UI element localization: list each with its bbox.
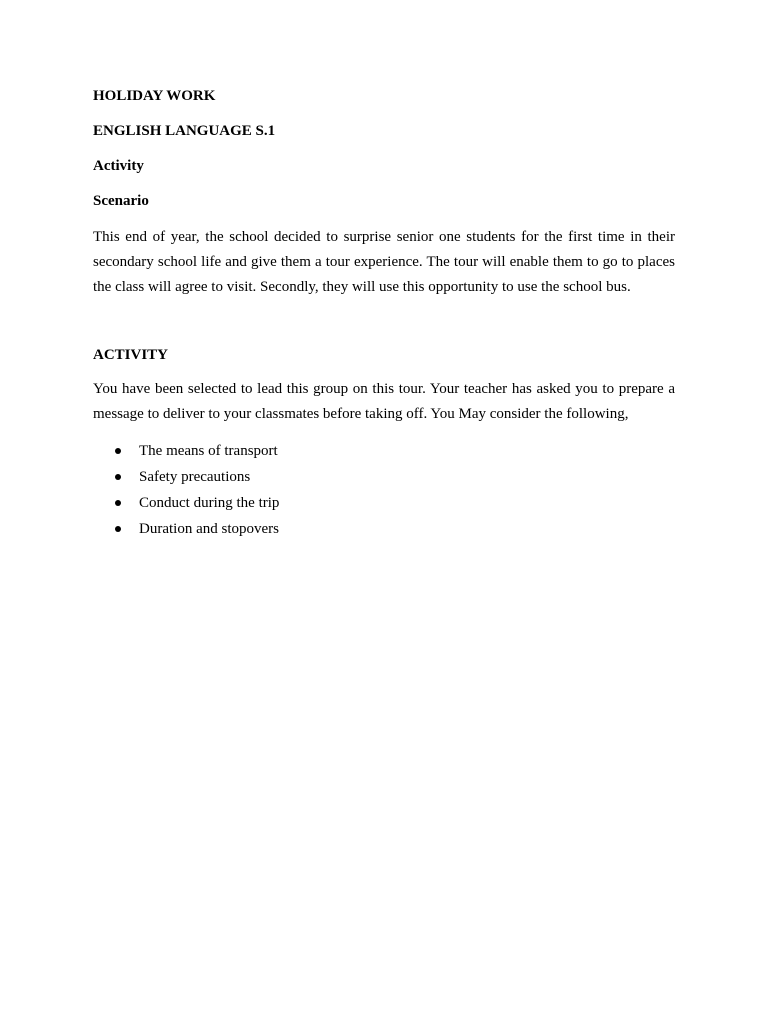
bullet-icon: [115, 526, 121, 532]
list-item: [93, 516, 675, 542]
list-item: [93, 438, 675, 464]
list-item-text: Duration and stopovers: [139, 521, 279, 537]
list-item-text: Safety precautions: [139, 469, 251, 485]
scenario-label: Scenario: [93, 193, 149, 209]
list-item-text: The means of transport: [139, 443, 278, 459]
activity-paragraph: You have been selected to lead this group on this tour. Your teacher has asked you to prepare a message to deliver to your classmates before taking off. You May consider the following,: [93, 381, 675, 422]
bullet-icon: [115, 448, 121, 454]
considerations-list: [93, 438, 675, 542]
bullet-icon: [115, 474, 121, 480]
document-title: HOLIDAY WORK: [93, 88, 216, 104]
activity-label: Activity: [93, 158, 144, 174]
activity-heading: ACTIVITY: [93, 347, 169, 363]
subject-heading: ENGLISH LANGUAGE S.1: [93, 123, 276, 139]
document-body: [93, 86, 675, 542]
list-item-text: Conduct during the trip: [139, 495, 280, 511]
list-item: [93, 490, 675, 516]
list-item: [93, 464, 675, 490]
scenario-paragraph: This end of year, the school decided to surprise senior one students for the first time in their secondary school life and give them a tour experience. The tour will enable them to go to places the class will agree to visit. Secondly, they will use this opportunity to use the school bus.: [93, 229, 675, 295]
bullet-icon: [115, 500, 121, 506]
